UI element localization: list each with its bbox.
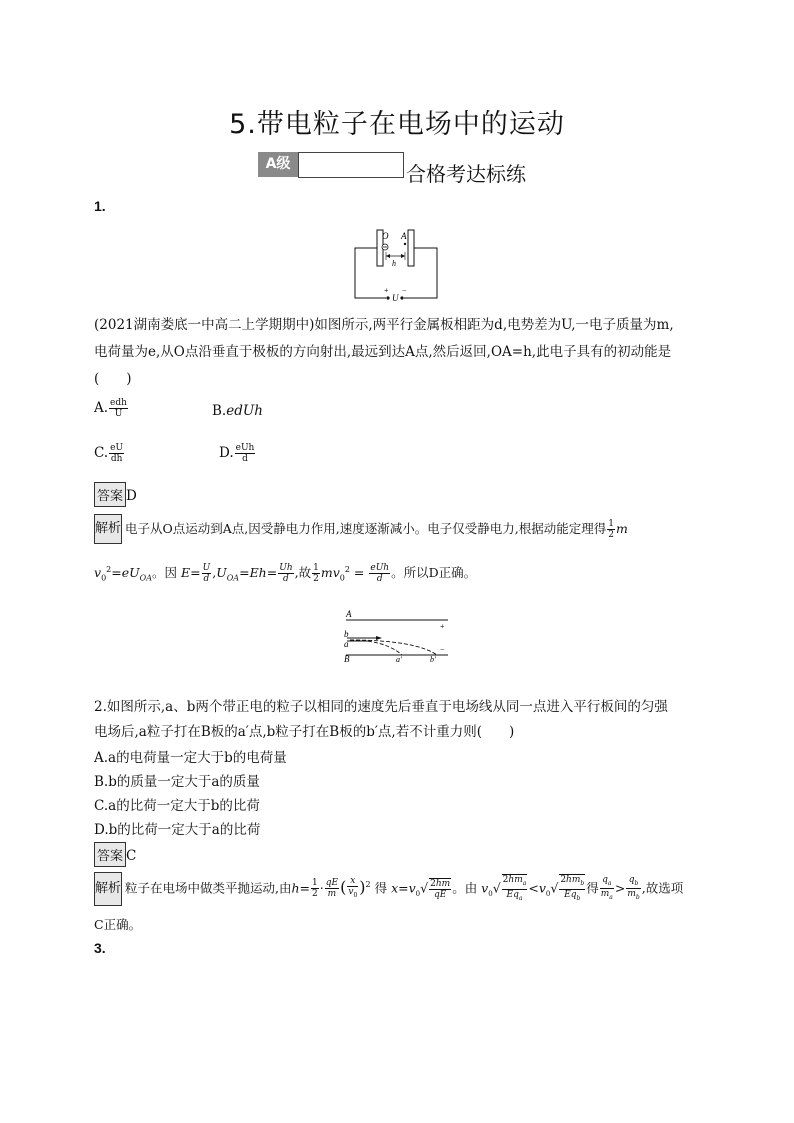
q1-option-c-label: C. — [94, 445, 109, 461]
q1-explanation-line-2: $v_0^2=eU_{OA}$。因 E= $\frac{U}{d}$ $,U_{OA}=Eh=$ $\frac{Uh}{d}$ ,故 $\frac{1}{2}$ $mv_0^2$ = $\frac{\text{eUh}}{d}$ 。所以D正确。 — [94, 563, 477, 584]
q1-option-a — [94, 398, 129, 419]
q2-label-plus: + — [440, 622, 445, 631]
q1-explanation-text: 电子从O点运动到A点,因受静电力作用,速度逐渐减小。电子仅受静电力,根据动能定理得 — [125, 521, 607, 536]
q1-label-U: U — [392, 293, 399, 302]
q1-answer-value: D — [126, 488, 137, 504]
q1-option-c — [94, 443, 125, 464]
q2-explanation-suffix: ,故选项 — [641, 880, 684, 896]
q1-label-minus: − — [402, 286, 407, 295]
q2-label-b: b — [344, 629, 349, 639]
q2-answer-value: C — [126, 848, 137, 864]
level-badge: A级 — [258, 152, 298, 177]
q2-explanation-prefix: 粒子在电场中做类平抛运动,由 — [125, 880, 292, 896]
q2-option-b: B.b的质量一定大于a的质量 — [94, 774, 260, 790]
q1-stem — [94, 312, 714, 393]
question-1-number: 1. — [94, 198, 106, 214]
q1-explanation-tag: 解析 — [94, 514, 122, 544]
level-blank-box — [298, 152, 404, 178]
q1-stem-line-2: 电荷量为e,从O点沿垂直于极板的方向射出,最远到达A点,然后返回,OA=h,此电子具有的初动能是 — [94, 344, 672, 360]
q1-option-d — [219, 443, 256, 464]
q2-answer-tag: 答案 — [94, 842, 126, 867]
level-text: 合格考达标练 — [406, 162, 526, 186]
q1-option-a-den: U — [114, 409, 123, 419]
q1-option-d-label: D. — [219, 445, 234, 461]
q2-label-B: B — [344, 654, 350, 662]
q2-stem-line-2: 电场后,a粒子打在B板的a′点,b粒子打在B板的b′点,若不计重力则( ) — [94, 724, 515, 740]
q2-options — [94, 746, 287, 842]
q1-label-A: A — [401, 231, 407, 241]
q1-option-c-den: dh — [110, 454, 123, 464]
q2-answer — [94, 842, 136, 867]
q1-stem-line-3: ( ) — [94, 371, 132, 387]
q1-option-b-text: edUh — [226, 403, 263, 419]
q2-explanation-line-2: C正确。 — [94, 917, 142, 932]
q2-option-d: D.b的比荷一定大于a的比荷 — [94, 822, 261, 838]
q2-explanation-line-1: 粒子在电场中做类平抛运动,由h= $\frac{1}{2}$ · $\frac{qE}{m}$ ( $\frac{x}{v_0}$ )$^2$ 得 $x=v_0√$ $\frac{2hm}{qE}$ 。由 $v_0√$ $\frac{2hm_a}{Eq_a}$ $<v_0√$ $\frac{2hm_b}{Eq_b}$ 得 $\frac{q_a}{m_a}$ > $\frac{q_b}{m_b}$ ,故选项 — [125, 874, 684, 902]
q2-stem — [94, 695, 714, 745]
q2-explanation-tag: 解析 — [94, 872, 122, 906]
q1-option-b-label: B. — [212, 403, 227, 419]
q1-label-h: h — [392, 259, 396, 268]
q1-answer — [94, 482, 137, 507]
q2-label-minus: − — [440, 645, 445, 654]
q2-stem-line-1: 2.如图所示,a、b两个带正电的粒子以相同的速度先后垂直于电场线从同一点进入平行板间的匀强 — [94, 699, 668, 715]
q2-option-a: A.a的电荷量一定大于b的电荷量 — [94, 750, 287, 766]
q1-half-frac: $\frac{1}{2}$ — [608, 519, 614, 540]
question-3-number: 3. — [94, 940, 106, 956]
q1-explanation-tail: 。所以D正确。 — [391, 565, 477, 580]
page-title: 5.带电粒子在电场中的运动 — [229, 109, 565, 140]
q1-option-a-num: edh — [110, 398, 127, 408]
q2-option-c: C.a的比荷一定大于b的比荷 — [94, 798, 260, 814]
q2-label-A: A — [346, 609, 352, 619]
q2-deflection-figure — [340, 607, 455, 662]
q2-label-a: a — [344, 639, 349, 649]
q1-circuit-figure — [350, 228, 442, 302]
q1-option-a-label: A. — [94, 400, 109, 416]
q1-stem-line-1: (2021湖南娄底一中高二上学期期中)如图所示,两平行金属板相距为d,电势差为U,一电子质量为m, — [94, 317, 674, 333]
q1-option-c-num: eU — [110, 443, 124, 453]
q1-option-d-den: d — [242, 454, 248, 464]
q1-option-b — [212, 403, 263, 419]
q1-label-O: O — [382, 231, 389, 241]
q1-answer-tag: 答案 — [94, 482, 126, 507]
q2-label-a-prime: a′ — [396, 655, 402, 662]
q1-option-d-num: eUh — [235, 443, 255, 453]
q2-label-b-prime: b′ — [430, 655, 436, 662]
q1-explanation-line-1: 电子从O点运动到A点,因受静电力作用,速度逐渐减小。电子仅受静电力,根据动能定理得 $\frac{1}{2}$ m — [125, 519, 628, 540]
q1-label-plus: + — [384, 286, 389, 295]
